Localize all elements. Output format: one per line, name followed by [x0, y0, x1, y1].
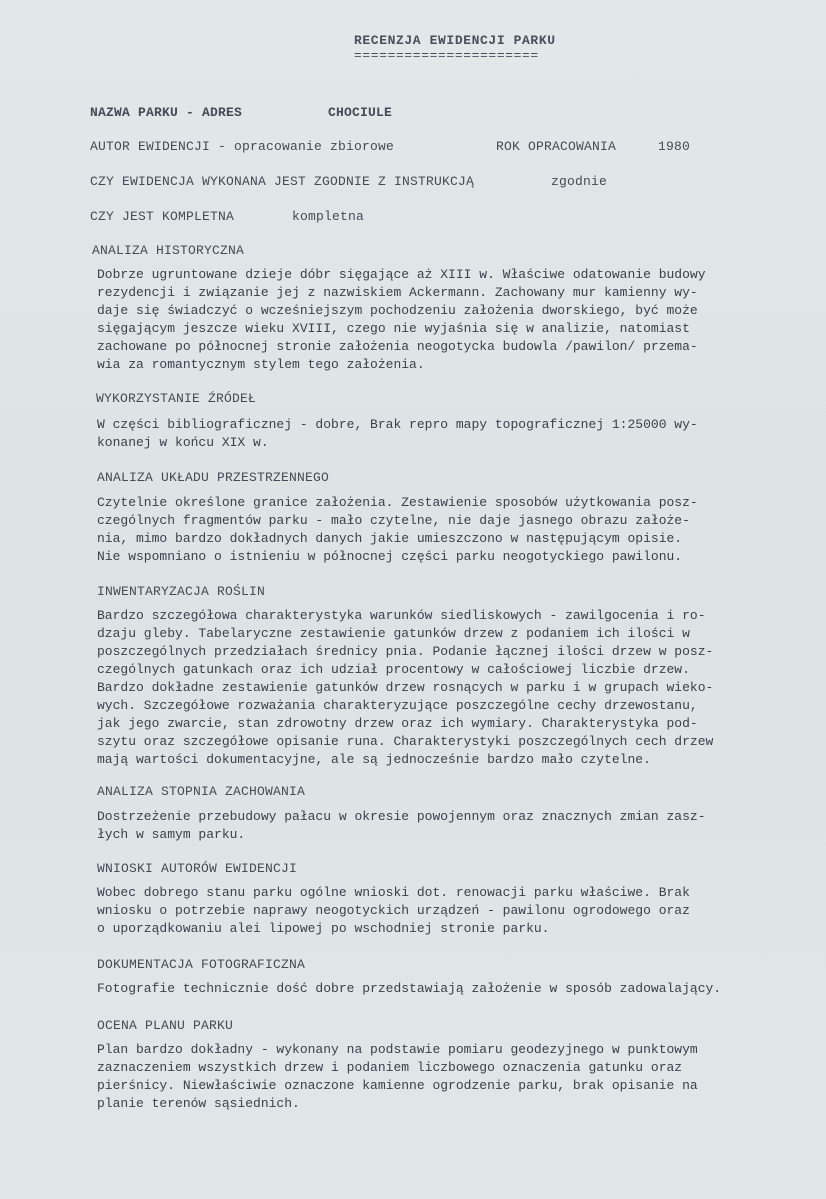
body-line: dzaju gleby. Tabelaryczne zestawienie gatunków drzew z podaniem ich ilości w [97, 626, 690, 641]
complete-label: CZY JEST KOMPLETNA [90, 209, 235, 224]
body-line: pierśnicy. Niewłaściwie oznaczone kamienne ogrodzenie parku, brak opisanie na [97, 1078, 698, 1093]
body-line: Plan bardzo dokładny - wykonany na podstawie pomiaru geodezyjnego w punktowym [97, 1042, 698, 1057]
section-body [97, 884, 812, 938]
body-line: poszczególnych przedziałach średnicy pnia. Podanie łącznej ilości drzew w posz- [97, 644, 714, 659]
park-label: NAZWA PARKU - ADRES [90, 105, 243, 120]
body-line: sięgającym jeszcze wieku XVIII, czego nie wyjaśnia się w analizie, natomiast [97, 321, 690, 336]
body-line: rezydencji i związanie jej z nazwiskiem Ackermann. Zachowany mur kamienny wy- [97, 285, 698, 300]
body-line: Fotografie technicznie dość dobre przedstawiają założenie w sposób zadowalający. [97, 981, 722, 996]
section-body [97, 416, 812, 452]
body-line: Czytelnie określone granice założenia. Zestawienie sposobów użytkowania posz- [97, 495, 698, 510]
section-heading: ANALIZA HISTORYCZNA [92, 243, 245, 258]
body-line: czególnych fragmentów parku - mało czytelne, nie daje jasnego obrazu założe- [97, 513, 690, 528]
section-heading: WNIOSKI AUTORÓW EWIDENCJI [97, 861, 298, 876]
section-body [97, 607, 812, 769]
section-body [97, 980, 819, 998]
title-underline: ====================== [354, 48, 539, 63]
body-line: wia za romantycznym stylem tego założenia. [97, 357, 425, 372]
body-line: o uporządkowaniu alei lipowej po wschodniej stronie parku. [97, 921, 550, 936]
body-line: nia, mimo bardzo dokładnych danych jakie umieszczono w następującym opisie. [97, 531, 683, 546]
body-line: zachowane po północnej stronie założenia neogotycka budowla /pawilon/ przema- [97, 339, 698, 354]
section-body [97, 266, 812, 374]
instruction-label: CZY EWIDENCJA WYKONANA JEST ZGODNIE Z INSTRUKCJĄ [90, 174, 475, 189]
section-heading: DOKUMENTACJA FOTOGRAFICZNA [97, 957, 306, 972]
body-line: Wobec dobrego stanu parku ogólne wnioski dot. renowacji parku właściwe. Brak [97, 885, 690, 900]
body-line: mają wartości dokumentacyjne, ale są jednocześnie bardzo mało czytelne. [97, 752, 651, 767]
instruction-value: zgodnie [551, 174, 608, 189]
park-value: CHOCIULE [328, 105, 393, 120]
body-line: wniosku o potrzebie naprawy neogotyckich urządzeń - pawilonu ogrodowego oraz [97, 903, 690, 918]
body-line: czególnych gatunkach oraz ich udział procentowy w całościowej liczbie drzew. [97, 662, 690, 677]
document-title: RECENZJA EWIDENCJI PARKU [354, 33, 556, 48]
section-heading: WYKORZYSTANIE ŹRÓDEŁ [96, 391, 257, 406]
body-line: Dobrze ugruntowane dzieje dóbr sięgające aż XIII w. Właściwe odatowanie budowy [97, 267, 706, 282]
section-heading: ANALIZA UKŁADU PRZESTRZENNEGO [97, 470, 330, 485]
body-line: Nie wspomniano o istnieniu w północnej części parku neogotyckiego pawilonu. [97, 549, 683, 564]
body-line: jak jego zwarcie, stan zdrowotny drzew oraz ich wymiary. Charakterystyka pod- [97, 716, 698, 731]
year-label: ROK OPRACOWANIA [496, 139, 617, 154]
body-line: konanej w końcu XIX w. [97, 435, 269, 450]
body-line: W części bibliograficznej - dobre, Brak repro mapy topograficznej 1:25000 wy- [97, 417, 698, 432]
body-line: planie terenów sąsiednich. [97, 1096, 300, 1111]
body-line: łych w samym parku. [97, 827, 246, 842]
body-line: zaznaczeniem wszystkich drzew i podaniem liczbowego oznaczenia gatunku oraz [97, 1060, 683, 1075]
section-body [97, 1041, 812, 1113]
body-line: daje się świadczyć o wcześniejszym pochodzeniu założenia dworskiego, być może [97, 303, 698, 318]
body-line: Bardzo dokładne zestawienie gatunków drzew rosnących w parku i w grupach wieko- [97, 680, 714, 695]
body-line: Bardzo szczegółowa charakterystyka warunków siedliskowych - zawilgocenia i ro- [97, 608, 706, 623]
section-body [97, 808, 812, 844]
body-line: Dostrzeżenie przebudowy pałacu w okresie powojennym oraz znacznych zmian zasz- [97, 809, 706, 824]
body-line: wych. Szczegółowe rozważania charakteryzujące poszczególne cechy drzewostanu, [97, 698, 698, 713]
body-line: szytu oraz szczegółowe opisanie runa. Charakterystyki poszczególnych cech drzew [97, 734, 714, 749]
section-heading: OCENA PLANU PARKU [97, 1018, 234, 1033]
year-value: 1980 [658, 139, 691, 154]
complete-value: kompletna [292, 209, 365, 224]
author-label: AUTOR EWIDENCJI - opracowanie zbiorowe [90, 139, 395, 154]
section-heading: ANALIZA STOPNIA ZACHOWANIA [97, 784, 306, 799]
section-body [97, 494, 812, 566]
section-heading: INWENTARYZACJA ROŚLIN [97, 584, 266, 599]
